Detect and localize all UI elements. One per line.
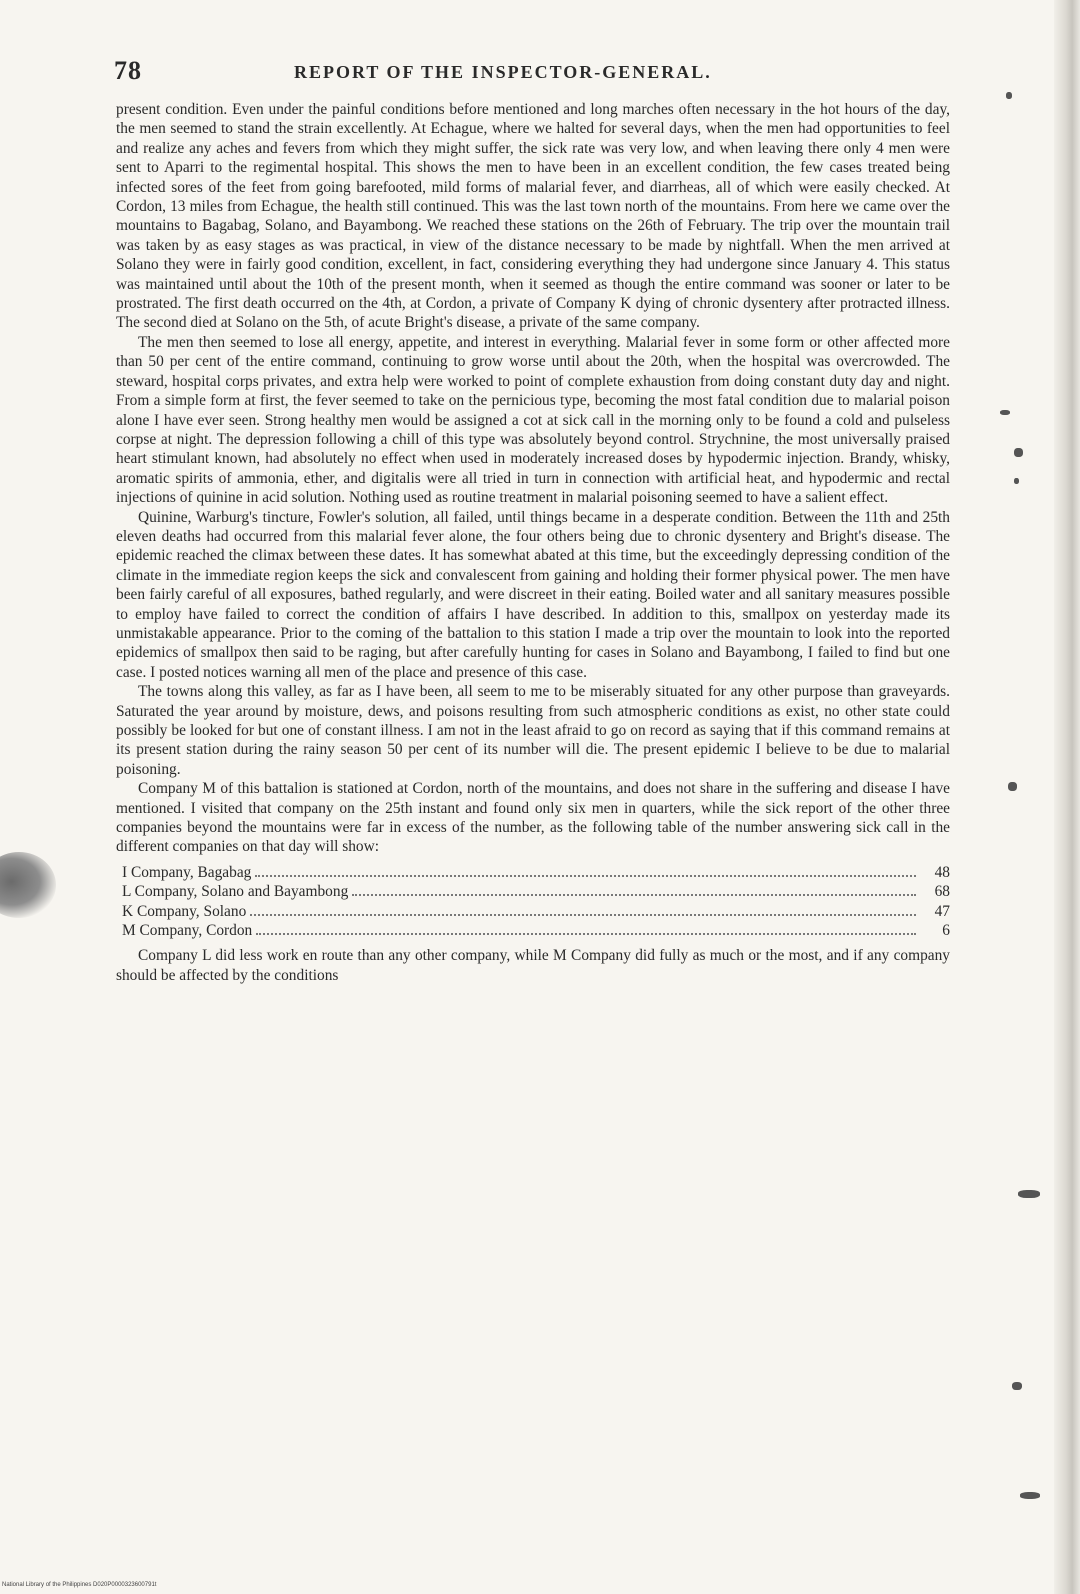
report-body [116,100,950,985]
table-row [122,921,950,940]
paragraph-valley-towns: The towns along this valley, as far as I have been, all seem to me to be miserably situated for any other purpose than graveyards. Saturated the year around by moisture, dews, and poisons resulting from such atmospheric conditions as exist, no other state could possibly be looked for but one of constant illness. I am not in the least afraid to go on record as saying that if this command remains at its present station during the rainy season 50 per cent of its number will die. The present epidemic I believe to be due to malarial poisoning. [116,683,950,778]
paragraph-malarial-fever: The men then seemed to lose all energy, appetite, and interest in everything. Malarial fever in some form or other affected more than 50 per cent of the entire command, continuing to grow worse until about the 20th, when the hospital was overcrowded. The steward, hospital corps privates, and extra help were worked to point of complete exhaustion from doing constant duty day and night. From a simple form at first, the fever seemed to take on the pernicious type, becoming the most fatal condition due to malarial poison alone I have ever seen. Strong healthy men would be assigned a cot at sick call in the morning only to be found a cold and pulseless corpse at night. The depression following a chill of this type was absolutely beyond control. Strychnine, the most universally praised heart stimulant known, had absolutely no effect when used in moderately increased doses by hypodermic injection. Brandy, whisky, aromatic spirits of ammonia, ether, and digitalis were all tried in turn in connection with artificial heat, and hypodermic and rectal injections of quinine in acid solution. Nothing used as routine treatment in malarial poisoning seemed to have a salient effect. [116,333,950,507]
sick-call-table [122,863,950,941]
sick-count: 6 [942,922,950,940]
dot-leader [255,875,916,877]
running-title: REPORT OF THE INSPECTOR-GENERAL. [294,62,712,82]
dot-leader [256,933,916,935]
dot-leader [352,894,916,896]
table-row [122,882,950,901]
sick-count: 47 [934,902,950,920]
company-name: K Company, Solano [122,902,247,920]
table-row [122,902,950,921]
page-number: 78 [114,56,142,85]
book-binding-edge [1054,0,1080,1594]
dot-leader [250,914,916,916]
table-row [122,863,950,882]
sick-count: 48 [934,863,950,881]
company-name: L Company, Solano and Bayambong [122,883,349,901]
scan-credit: National Library of the Philippines D020P0000323600791t [2,1582,157,1588]
paragraph-continued: present condition. Even under the painful conditions before mentioned and long marches often necessary in the hot hours of the day, the men seemed to stand the strain excellently. At Echague, where we halted for several days, when the men had opportunities to feel and realize any aches and fevers from which they might suffer, the sick rate was very low, and when leaving there only 4 men were sent to Aparri to the regimental hospital. This shows the men to have been in an excellent condition, the few cases treated being infected sores of the feet from going barefooted, mild forms of malarial fever, and diarrheas, all of which were easily checked. At Cordon, 13 miles from Echague, the health still continued. This was the last town north of the mountains. From here we came over the mountains to Bagabag, Solano, and Bayambong. We reached these stations on the 26th of February. The trip over the mountain trail was taken by as easy stages as was practical, in view of the distance necessary to be made by nightfall. When the men arrived at Solano they were in fairly good condition, excellent, in fact, considering everything they had undergone since January 4. This status was maintained until about the 10th of the present month, when it seemed as though the entire command was sooner or later to be prostrated. The first death occurred on the 4th, at Cordon, a private of Company K dying of chronic dysentery after protracted illness. The second died at Solano on the 5th, of acute Bright's disease, a private of the same company. [116,101,950,332]
company-name: I Company, Bagabag [122,863,252,881]
thumb-shadow [0,852,56,918]
paragraph-deaths: Quinine, Warburg's tincture, Fowler's solution, all failed, until things became in a desperate condition. Between the 11th and 25th eleven deaths had occurred from this malarial fever alone, the four others being due to chronic dysentery and Bright's disease. The epidemic reached the climax between these dates. It has somewhat abated at this time, but the exceedingly depressing condition of the climate in the immediate region keeps the sick and convalescent from gaining and holding their former physical power. The men have been fairly careful of all exposures, bathed regularly, and were discreet in their eating. Boiled water and all sanitary measures possible to employ have failed to correct the condition of affairs I have described. In addition to this, smallpox on yesterday made its unmistakable appearance. Prior to the coming of the battalion to this station I made a trip over the mountain to look into the reported epidemics of smallpox then said to be raging, but after carefully hunting for cases in Solano and Bayambong, I failed to find but one case. I posted notices warning all men of the place and presence of this case. [116,508,950,681]
paragraph-company-l: Company L did less work en route than any other company, while M Company did fully as much or the most, and if any company should be affected by the conditions [116,947,950,984]
page-header [114,56,944,92]
sick-count: 68 [934,883,950,901]
paragraph-company-m: Company M of this battalion is stationed at Cordon, north of the mountains, and does not share in the suffering and disease I have mentioned. I visited that company on the 25th instant and found only six men in quarters, while the sick report of the other three companies beyond the mountains were far in excess of the number, as the following table of the number answering sick call in the different companies on that day will show: [116,780,950,856]
company-name: M Company, Cordon [122,922,253,940]
